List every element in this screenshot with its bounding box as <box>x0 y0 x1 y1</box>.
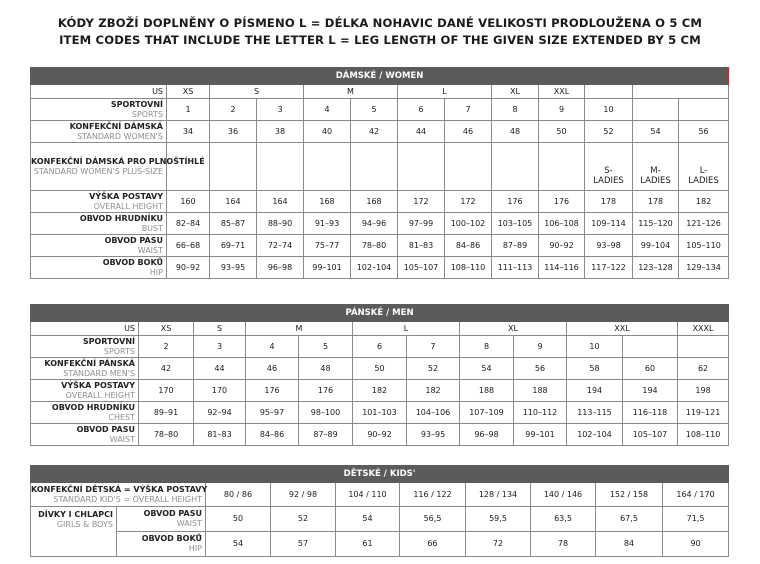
size-cell: 78 <box>531 532 596 557</box>
size-cell <box>351 143 398 191</box>
us-size-xl: XL <box>460 322 567 336</box>
row-label-waist: OBVOD PASU WAIST <box>117 507 206 532</box>
size-cell: 93–98 <box>585 235 633 257</box>
size-cell: 60 <box>623 358 678 380</box>
size-cell: 3 <box>257 99 304 121</box>
size-cell: 81–83 <box>398 235 445 257</box>
size-cell: 84–86 <box>246 424 299 446</box>
size-cell: 2 <box>139 336 194 358</box>
size-cell: 119–121 <box>678 402 729 424</box>
size-cell <box>210 143 257 191</box>
size-cell: 102–104 <box>351 257 398 279</box>
kids-size-table <box>30 465 729 557</box>
size-cell: 4 <box>304 99 351 121</box>
size-cell: 96–98 <box>460 424 514 446</box>
size-cell: 93–95 <box>407 424 460 446</box>
row-label: VÝŠKA POSTAVY OVERALL HEIGHT <box>31 380 139 402</box>
size-cell: 84–86 <box>445 235 492 257</box>
men-size-table <box>30 304 729 446</box>
size-cell: 81–83 <box>194 424 246 446</box>
size-cell: 52 <box>407 358 460 380</box>
size-cell: 176 <box>246 380 299 402</box>
us-size-l: L <box>353 322 460 336</box>
kids-size-header: 80 / 86 <box>206 483 271 507</box>
size-cell: 56,5 <box>400 507 466 532</box>
us-size-s: S <box>194 322 246 336</box>
size-cell: 99–104 <box>633 235 679 257</box>
size-cell: 54 <box>460 358 514 380</box>
size-cell: 5 <box>351 99 398 121</box>
size-cell: 99–101 <box>304 257 351 279</box>
size-cell: 54 <box>336 507 400 532</box>
us-label: US <box>31 322 139 336</box>
size-cell: 48 <box>492 121 539 143</box>
size-cell: 44 <box>194 358 246 380</box>
table-row <box>31 121 729 143</box>
size-cell: 121–126 <box>679 213 729 235</box>
size-cell <box>492 143 539 191</box>
size-cell: 172 <box>398 191 445 213</box>
size-cell: 168 <box>304 191 351 213</box>
kids-size-header: 116 / 122 <box>400 483 466 507</box>
us-size-xl: XL <box>492 85 539 99</box>
size-cell: 84 <box>596 532 663 557</box>
row-label: KONFEKČNÍ PÁNSKÁ STANDARD MEN'S <box>31 358 139 380</box>
size-cell: 75–77 <box>304 235 351 257</box>
us-size-xxl: XXL <box>567 322 678 336</box>
size-cell: 98–100 <box>299 402 353 424</box>
size-cell: 164 <box>257 191 304 213</box>
size-cell: 59,5 <box>466 507 531 532</box>
size-cell: 168 <box>351 191 398 213</box>
row-label: OBVOD PASU WAIST <box>31 424 139 446</box>
us-label: US <box>31 85 167 99</box>
size-cell: 42 <box>139 358 194 380</box>
size-cell: 182 <box>679 191 729 213</box>
size-cell: 6 <box>398 99 445 121</box>
kids-group-label: DÍVKY I CHLAPCI GIRLS & BOYS <box>31 507 117 557</box>
size-cell: 38 <box>257 121 304 143</box>
table-row <box>31 143 729 191</box>
size-cell: 56 <box>514 358 567 380</box>
size-cell: 99–101 <box>514 424 567 446</box>
size-cell: 78–80 <box>139 424 194 446</box>
size-cell: 8 <box>492 99 539 121</box>
size-cell: 66–68 <box>167 235 210 257</box>
size-cell: 170 <box>139 380 194 402</box>
size-cell: 82–84 <box>167 213 210 235</box>
us-size-s: S <box>210 85 304 99</box>
size-cell: 90–92 <box>353 424 407 446</box>
size-cell: S- LADIES <box>585 143 633 191</box>
table-row <box>31 191 729 213</box>
size-cell <box>678 336 729 358</box>
us-size-xs: XS <box>139 322 194 336</box>
size-cell: 107–109 <box>460 402 514 424</box>
size-cell: 129–134 <box>679 257 729 279</box>
table-row <box>31 424 729 446</box>
us-size-l: L <box>398 85 492 99</box>
size-cell: 93–95 <box>210 257 257 279</box>
size-cell: 116–118 <box>623 402 678 424</box>
size-cell: 57 <box>271 532 336 557</box>
table-row <box>31 358 729 380</box>
accent-marker <box>727 67 729 84</box>
women-size-table <box>30 67 729 279</box>
size-cell: 1 <box>167 99 210 121</box>
size-cell: 54 <box>633 121 679 143</box>
us-size-xxxl: XXXL <box>678 322 729 336</box>
size-cell: 108–110 <box>678 424 729 446</box>
size-cell: 92–94 <box>194 402 246 424</box>
size-cell: 10 <box>585 99 633 121</box>
size-cell: 3 <box>194 336 246 358</box>
size-cell: 46 <box>445 121 492 143</box>
size-cell: 9 <box>514 336 567 358</box>
size-cell: 101–103 <box>353 402 407 424</box>
size-cell: 90 <box>663 532 729 557</box>
size-cell: 7 <box>445 99 492 121</box>
kids-standard-label: KONFEKČNÍ DĚTSKÁ = VÝŠKA POSTAVY STANDARD KID'S = OVERALL HEIGHT <box>31 483 206 507</box>
size-cell: 9 <box>539 99 585 121</box>
row-label: OBVOD HRUDNÍKU CHEST <box>31 402 139 424</box>
size-cell: 176 <box>299 380 353 402</box>
size-cell: 172 <box>445 191 492 213</box>
women-section-title: DÁMSKÉ / WOMEN <box>31 68 729 85</box>
kids-size-header: 92 / 98 <box>271 483 336 507</box>
row-label: KONFEKČNÍ DÁMSKÁ PRO PLNOŠTÍHLÉ STANDARD WOMEN'S PLUS-SIZE <box>31 143 167 191</box>
size-cell: 50 <box>539 121 585 143</box>
row-label: KONFEKČNÍ DÁMSKÁ STANDARD WOMEN'S <box>31 121 167 143</box>
men-section-title: PÁNSKÉ / MEN <box>31 305 729 322</box>
size-cell: M- LADIES <box>633 143 679 191</box>
size-cell <box>539 143 585 191</box>
size-cell: 176 <box>492 191 539 213</box>
size-cell: 88–90 <box>257 213 304 235</box>
row-label: OBVOD HRUDNÍKU BUST <box>31 213 167 235</box>
size-cell: 63,5 <box>531 507 596 532</box>
heading-english: ITEM CODES THAT INCLUDE THE LETTER L = LEG LENGTH OF THE GIVEN SIZE EXTENDED BY 5 CM <box>59 33 701 47</box>
size-cell: 7 <box>407 336 460 358</box>
table-row <box>31 235 729 257</box>
size-cell: 105–107 <box>398 257 445 279</box>
size-cell: 10 <box>567 336 623 358</box>
size-cell <box>445 143 492 191</box>
row-label: SPORTOVNÍ SPORTS <box>31 99 167 121</box>
size-cell: 42 <box>351 121 398 143</box>
size-cell: 90–92 <box>167 257 210 279</box>
size-cell: 105–110 <box>679 235 729 257</box>
size-cell: 103–105 <box>492 213 539 235</box>
size-cell: 85–87 <box>210 213 257 235</box>
size-cell: 91–93 <box>304 213 351 235</box>
size-cell: 34 <box>167 121 210 143</box>
size-cell: 6 <box>353 336 407 358</box>
size-cell: 198 <box>678 380 729 402</box>
size-cell: 90–92 <box>539 235 585 257</box>
kids-size-header: 140 / 146 <box>531 483 596 507</box>
table-row <box>31 402 729 424</box>
size-cell: 109–114 <box>585 213 633 235</box>
table-row <box>31 99 729 121</box>
size-cell: 182 <box>353 380 407 402</box>
size-cell: 87–89 <box>492 235 539 257</box>
size-cell: 94–96 <box>351 213 398 235</box>
kids-size-header: 164 / 170 <box>663 483 729 507</box>
size-cell: 44 <box>398 121 445 143</box>
size-cell: 50 <box>206 507 271 532</box>
size-cell: 54 <box>206 532 271 557</box>
kids-size-header: 104 / 110 <box>336 483 400 507</box>
size-cell: 52 <box>271 507 336 532</box>
size-cell: 111–113 <box>492 257 539 279</box>
size-cell: 8 <box>460 336 514 358</box>
kids-size-header: 128 / 134 <box>466 483 531 507</box>
size-cell: L- LADIES <box>679 143 729 191</box>
size-cell: 5 <box>299 336 353 358</box>
size-cell: 2 <box>210 99 257 121</box>
size-cell: 72 <box>466 532 531 557</box>
size-cell: 52 <box>585 121 633 143</box>
size-cell: 95–97 <box>246 402 299 424</box>
size-cell: 78–80 <box>351 235 398 257</box>
size-cell: 164 <box>210 191 257 213</box>
size-cell: 4 <box>246 336 299 358</box>
size-cell: 69–71 <box>210 235 257 257</box>
size-cell <box>304 143 351 191</box>
size-cell: 194 <box>567 380 623 402</box>
size-cell: 188 <box>514 380 567 402</box>
size-cell: 106–108 <box>539 213 585 235</box>
heading-czech: KÓDY ZBOŽÍ DOPLNĚNY O PÍSMENO L = DÉLKA NOHAVIC DANÉ VELIKOSTI PRODLOUŽENA O 5 CM <box>57 16 703 30</box>
size-cell: 58 <box>567 358 623 380</box>
us-size-m: M <box>304 85 398 99</box>
size-cell: 178 <box>633 191 679 213</box>
size-cell: 113–115 <box>567 402 623 424</box>
us-size-xs: XS <box>167 85 210 99</box>
size-cell: 170 <box>194 380 246 402</box>
size-cell: 188 <box>460 380 514 402</box>
kids-section-title: DĚTSKÉ / KIDS' <box>31 466 729 483</box>
size-cell: 50 <box>353 358 407 380</box>
size-cell: 46 <box>246 358 299 380</box>
size-cell <box>167 143 210 191</box>
us-size-empty <box>585 85 633 99</box>
row-label: OBVOD BOKŮ HIP <box>31 257 167 279</box>
size-cell <box>623 336 678 358</box>
row-label: VÝŠKA POSTAVY OVERALL HEIGHT <box>31 191 167 213</box>
row-label: OBVOD PASU WAIST <box>31 235 167 257</box>
size-cell: 48 <box>299 358 353 380</box>
size-cell: 194 <box>623 380 678 402</box>
size-cell: 105–107 <box>623 424 678 446</box>
size-cell: 87–89 <box>299 424 353 446</box>
size-cell: 72–74 <box>257 235 304 257</box>
size-cell: 110–112 <box>514 402 567 424</box>
size-cell: 176 <box>539 191 585 213</box>
size-cell: 61 <box>336 532 400 557</box>
size-cell: 102–104 <box>567 424 623 446</box>
size-cell <box>257 143 304 191</box>
size-cell <box>398 143 445 191</box>
kids-size-header: 152 / 158 <box>596 483 663 507</box>
size-cell: 62 <box>678 358 729 380</box>
size-cell: 67,5 <box>596 507 663 532</box>
size-cell <box>633 99 679 121</box>
size-cell: 66 <box>400 532 466 557</box>
size-cell: 182 <box>407 380 460 402</box>
table-row <box>31 380 729 402</box>
row-label-hip: OBVOD BOKŮ HIP <box>117 532 206 557</box>
us-size-xxl: XXL <box>539 85 585 99</box>
size-cell: 89–91 <box>139 402 194 424</box>
size-cell <box>679 99 729 121</box>
size-cell: 40 <box>304 121 351 143</box>
size-cell: 115–120 <box>633 213 679 235</box>
size-cell: 160 <box>167 191 210 213</box>
us-size-empty <box>633 85 729 99</box>
table-row <box>31 336 729 358</box>
us-size-m: M <box>246 322 353 336</box>
size-cell: 71,5 <box>663 507 729 532</box>
size-cell: 114–116 <box>539 257 585 279</box>
table-row <box>31 213 729 235</box>
size-cell: 178 <box>585 191 633 213</box>
size-cell: 117–122 <box>585 257 633 279</box>
size-cell: 97–99 <box>398 213 445 235</box>
size-cell: 96–98 <box>257 257 304 279</box>
table-row <box>31 257 729 279</box>
size-cell: 36 <box>210 121 257 143</box>
row-label: SPORTOVNÍ SPORTS <box>31 336 139 358</box>
size-cell: 56 <box>679 121 729 143</box>
size-cell: 123–128 <box>633 257 679 279</box>
size-cell: 104–106 <box>407 402 460 424</box>
size-cell: 108–110 <box>445 257 492 279</box>
size-cell: 100–102 <box>445 213 492 235</box>
